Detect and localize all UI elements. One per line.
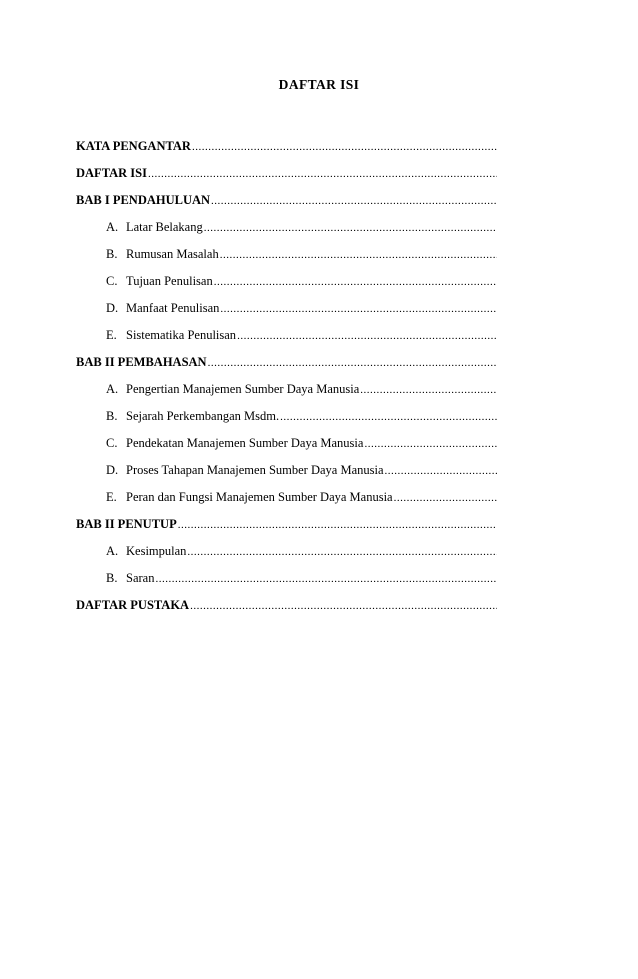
toc-chapter-entry bbox=[76, 191, 497, 209]
toc-entry-letter: B. bbox=[106, 247, 118, 261]
toc-section-entry bbox=[106, 299, 497, 317]
dot-leader bbox=[203, 219, 497, 236]
dot-leader bbox=[236, 327, 497, 344]
toc-entry-text: Tujuan Penulisan bbox=[126, 274, 213, 288]
dot-leader bbox=[189, 597, 497, 614]
dot-leader bbox=[177, 516, 497, 533]
dot-leader bbox=[154, 570, 497, 587]
toc-entry-letter: A. bbox=[106, 220, 119, 234]
toc-entry-text: DAFTAR PUSTAKA bbox=[76, 598, 190, 612]
toc-section-entry bbox=[106, 569, 497, 587]
toc-section-entry bbox=[106, 542, 497, 560]
toc-section-entry bbox=[106, 272, 497, 290]
toc-entry-letter: A. bbox=[106, 544, 119, 558]
toc-entry-letter: A. bbox=[106, 382, 119, 396]
toc-entry-text: BAB II PEMBAHASAN bbox=[76, 355, 207, 369]
toc-chapter-entry bbox=[76, 164, 497, 182]
dot-leader bbox=[384, 462, 497, 479]
toc-entry-text: BAB I PENDAHULUAN bbox=[76, 193, 211, 207]
toc-entry-text: Manfaat Penulisan bbox=[126, 301, 220, 315]
dot-leader bbox=[279, 408, 497, 425]
toc-entry-text: Saran bbox=[126, 571, 155, 585]
toc-section-entry bbox=[106, 488, 497, 506]
dot-leader bbox=[213, 273, 497, 290]
toc-entry-text: Rumusan Masalah bbox=[126, 247, 219, 261]
toc-entry-letter: E. bbox=[106, 490, 117, 504]
dot-leader bbox=[219, 300, 497, 317]
toc-section-entry bbox=[106, 326, 497, 344]
toc-entry-text: DAFTAR ISI bbox=[76, 166, 147, 180]
toc-entry-text: Peran dan Fungsi Manajemen Sumber Daya Manusia bbox=[126, 490, 393, 504]
dot-leader bbox=[219, 246, 497, 263]
toc-chapter-entry bbox=[76, 353, 497, 371]
toc-section-entry bbox=[106, 245, 497, 263]
toc-entry-letter: B. bbox=[106, 409, 118, 423]
toc-entry-text: Kesimpulan bbox=[126, 544, 187, 558]
toc-section-entry bbox=[106, 434, 497, 452]
dot-leader bbox=[186, 543, 497, 560]
toc-entry-text: BAB II PENUTUP bbox=[76, 517, 177, 531]
toc-entry-text: Pendekatan Manajemen Sumber Daya Manusia bbox=[126, 436, 364, 450]
toc-entry-letter: B. bbox=[106, 571, 118, 585]
toc-section-entry bbox=[106, 461, 497, 479]
toc-section-entry bbox=[106, 380, 497, 398]
toc-entry-text: Sejarah Perkembangan Msdm. bbox=[126, 409, 280, 423]
toc-entry-letter: C. bbox=[106, 436, 118, 450]
dot-leader bbox=[147, 165, 497, 182]
toc-entry-text: Pengertian Manajemen Sumber Daya Manusia bbox=[126, 382, 360, 396]
dot-leader bbox=[359, 381, 497, 398]
toc-entry-text: Proses Tahapan Manajemen Sumber Daya Manusia bbox=[126, 463, 384, 477]
toc-entry-text: Sistematika Penulisan bbox=[126, 328, 237, 342]
dot-leader bbox=[363, 435, 497, 452]
toc-entry-text: KATA PENGANTAR bbox=[76, 139, 191, 153]
dot-leader bbox=[393, 489, 497, 506]
dot-leader bbox=[207, 354, 497, 371]
page-title: DAFTAR ISI bbox=[278, 77, 360, 92]
toc-entry-letter: C. bbox=[106, 274, 118, 288]
toc-entry-letter: D. bbox=[106, 301, 119, 315]
toc-chapter-entry bbox=[76, 596, 497, 614]
dot-leader bbox=[191, 138, 497, 155]
toc-section-entry bbox=[106, 407, 497, 425]
toc-chapter-entry bbox=[76, 515, 497, 533]
toc-chapter-entry bbox=[76, 137, 497, 155]
toc-entry-text: Latar Belakang bbox=[126, 220, 203, 234]
toc-entry-letter: D. bbox=[106, 463, 119, 477]
dot-leader bbox=[210, 192, 497, 209]
toc-section-entry bbox=[106, 218, 497, 236]
toc-entry-letter: E. bbox=[106, 328, 117, 342]
